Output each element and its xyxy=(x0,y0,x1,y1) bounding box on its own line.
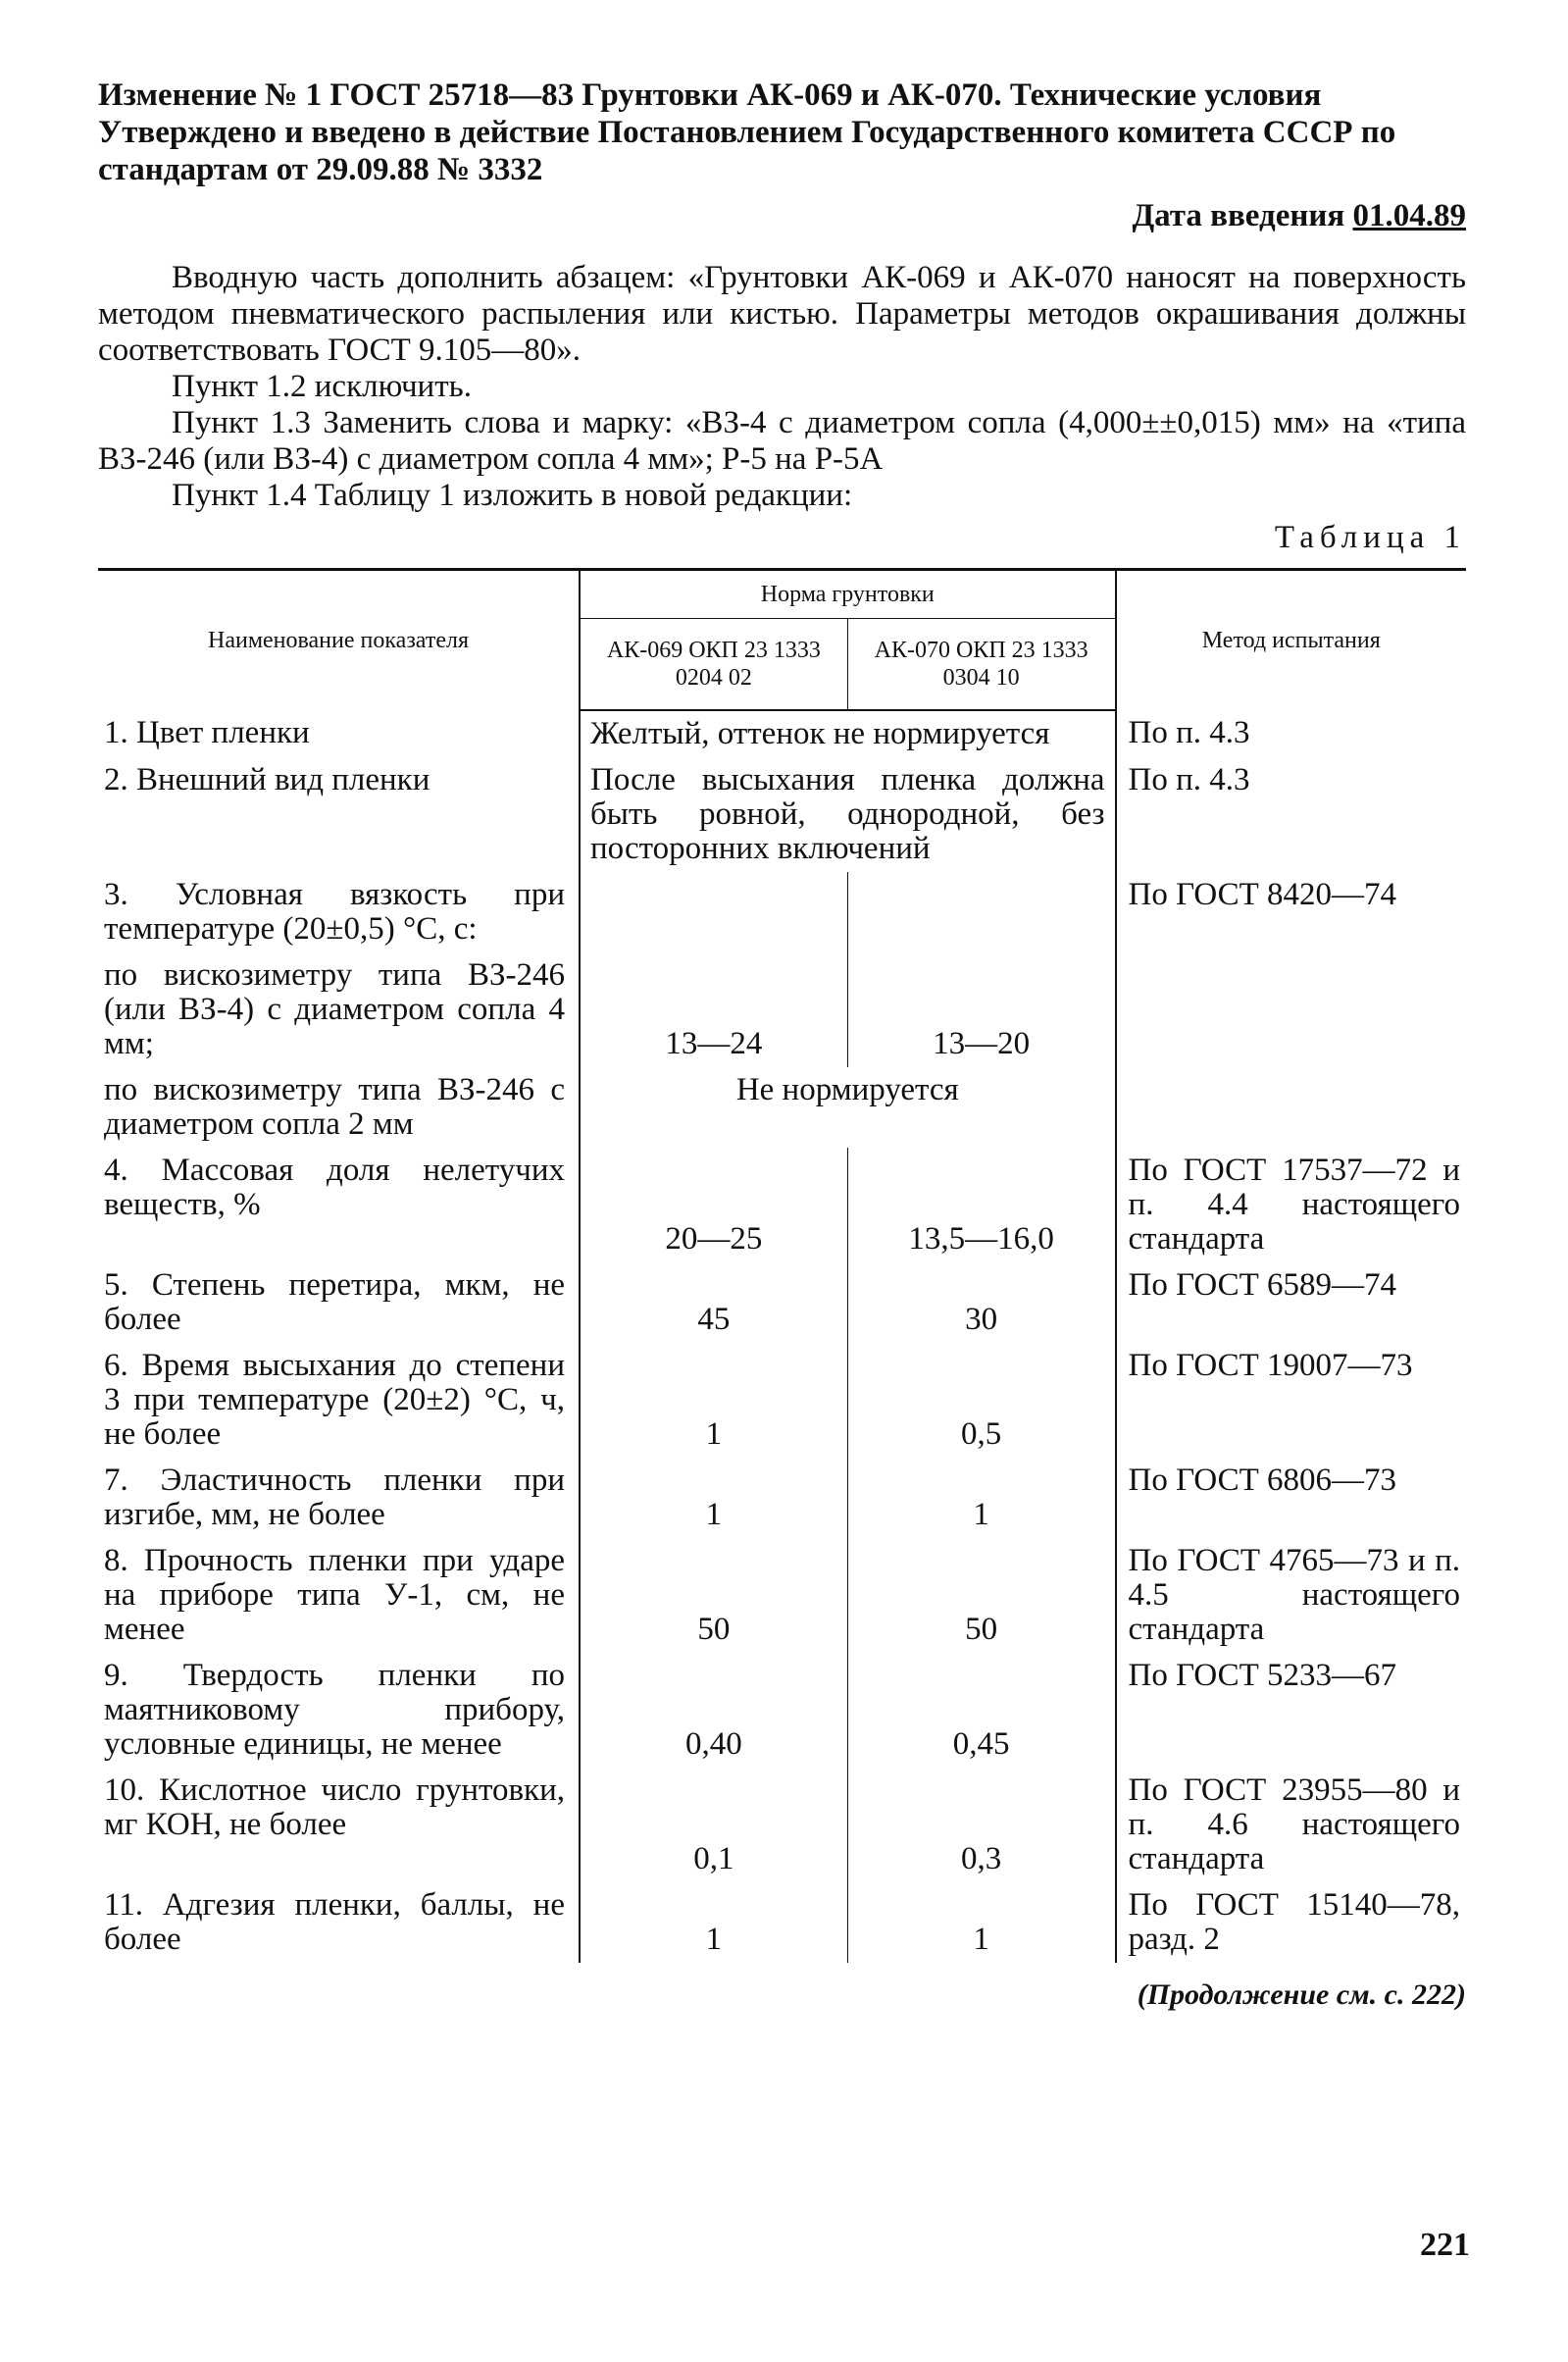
table-row xyxy=(98,1768,1466,1882)
row-name: 9. Твердость пленки по маятниковому прибору, условные единицы, не менее xyxy=(104,1658,565,1762)
effective-date-value: 01.04.89 xyxy=(1352,198,1466,233)
table-row xyxy=(98,1882,1466,1963)
amendment-title: Изменение № 1 ГОСТ 25718—83 Грунтовки АК-069 и АК-070. Технические условия xyxy=(98,77,1322,113)
intro-paragraph-3: Пункт 1.3 Заменить слова и марку: «ВЗ-4 с диаметром сопла (4,000±±0,015) мм» на «типа ВЗ-246 (или ВЗ-4) с диаметром сопла 4 мм»; Р-5 на Р-5А xyxy=(98,405,1466,477)
row-name: 2. Внешний вид пленки xyxy=(104,762,430,797)
row-name: 10. Кислотное число грунтовки, мг КОН, не более xyxy=(104,1772,565,1842)
effective-date xyxy=(98,198,1466,234)
table-row xyxy=(98,1458,1466,1538)
row-name: 11. Адгезия пленки, баллы, не более xyxy=(104,1887,565,1957)
intro-paragraph-1: Вводную часть дополнить абзацем: «Грунтовки АК-069 и АК-070 наносят на поверхность методом пневматического распыления или кистью. Параметры методов окрашивания должны соответствовать ГОСТ 9.105—80». xyxy=(98,260,1466,368)
row-method: По ГОСТ 17537—72 и п. 4.4 настоящего стандарта xyxy=(1116,1148,1466,1262)
row-method: По ГОСТ 4765—73 и п. 4.5 настоящего стандарта xyxy=(1116,1538,1466,1653)
approval-statement: Утверждено и введено в действие Постановлением Государственного комитета СССР по стандартам от 29.09.88 № 3332 xyxy=(98,115,1396,187)
table-row xyxy=(98,1538,1466,1653)
row-name: 6. Время высыхания до степени 3 при температуре (20±2) °С, ч, не более xyxy=(104,1348,565,1452)
page-number: 221 xyxy=(1420,2227,1470,2263)
table-row xyxy=(98,1262,1466,1343)
row-value-ak069: 1 xyxy=(580,1343,847,1458)
row-name: 1. Цвет пленки xyxy=(104,715,310,750)
effective-date-label: Дата введения xyxy=(1132,198,1345,233)
row-value-ak070: 13,5—16,0 xyxy=(847,1148,1115,1262)
table-row xyxy=(98,1343,1466,1458)
col-header-name: Наименование показателя xyxy=(208,628,469,653)
row-merged-value: Не нормируется xyxy=(580,1067,1116,1148)
table-row xyxy=(98,952,1466,1067)
table-row xyxy=(98,1148,1466,1262)
row-value-ak069: 0,40 xyxy=(580,1653,847,1768)
col-header-ak069: АК-069 ОКП 23 1333 0204 02 xyxy=(580,619,847,711)
row-value-ak069: 1 xyxy=(580,1882,847,1963)
col-header-ak070: АК-070 ОКП 23 1333 0304 10 xyxy=(847,619,1115,711)
row-value-ak069: 45 xyxy=(580,1262,847,1343)
continuation-note: (Продолжение см. с. 222) xyxy=(1137,1978,1466,2011)
intro-section xyxy=(98,260,1466,514)
row-method: По ГОСТ 15140—78, разд. 2 xyxy=(1116,1882,1466,1963)
row-value-ak069: 13—24 xyxy=(580,952,847,1067)
row-value-ak069: 0,1 xyxy=(580,1768,847,1882)
row-method: По п. 4.3 xyxy=(1116,757,1466,872)
table-row xyxy=(98,1653,1466,1768)
col-header-method: Метод испытания xyxy=(1116,570,1466,711)
row-value-ak070: 0,5 xyxy=(847,1343,1115,1458)
row-value-ak069: 20—25 xyxy=(580,1148,847,1262)
document-page xyxy=(98,77,1466,2012)
row-method: По ГОСТ 23955—80 и п. 4.6 настоящего стандарта xyxy=(1116,1768,1466,1882)
row-method: По ГОСТ 6806—73 xyxy=(1116,1458,1466,1538)
col-header-norm: Норма грунтовки xyxy=(580,570,1116,619)
row-name: 5. Степень перетира, мкм, не более xyxy=(104,1267,565,1337)
row-name: по вискозиметру типа ВЗ-246 (или ВЗ-4) с диаметром сопла 4 мм; xyxy=(104,957,565,1061)
row-value-ak069: 50 xyxy=(580,1538,847,1653)
row-value-ak070: 13—20 xyxy=(847,952,1115,1067)
row-method: По ГОСТ 8420—74 xyxy=(1116,872,1466,952)
row-merged-value: После высыхания пленка должна быть ровной, однородной, без посторонних включений xyxy=(580,757,1116,872)
specification-table xyxy=(98,568,1466,1963)
intro-paragraph-4: Пункт 1.4 Таблицу 1 изложить в новой редакции: xyxy=(172,478,853,513)
row-name: 4. Массовая доля нелетучих веществ, % xyxy=(104,1153,565,1222)
row-value-ak069: 1 xyxy=(580,1458,847,1538)
table-row xyxy=(98,757,1466,872)
row-name: 8. Прочность пленки при ударе на приборе типа У-1, см, не менее xyxy=(104,1543,565,1647)
row-value-ak070: 0,3 xyxy=(847,1768,1115,1882)
row-value-ak070: 0,45 xyxy=(847,1653,1115,1768)
table-row xyxy=(98,872,1466,952)
row-value-ak070: 1 xyxy=(847,1882,1115,1963)
row-method: По ГОСТ 19007—73 xyxy=(1116,1343,1466,1458)
row-name: по вискозиметру типа ВЗ-246 с диаметром сопла 2 мм xyxy=(104,1072,565,1142)
document-header xyxy=(98,77,1466,188)
row-name: 7. Эластичность пленки при изгибе, мм, не более xyxy=(104,1463,565,1532)
row-value-ak070: 30 xyxy=(847,1262,1115,1343)
row-merged-value: Желтый, оттенок не нормируется xyxy=(580,710,1116,757)
row-name: 3. Условная вязкость при температуре (20±0,5) °С, с: xyxy=(104,877,565,947)
row-method: По ГОСТ 6589—74 xyxy=(1116,1262,1466,1343)
row-value-ak070: 50 xyxy=(847,1538,1115,1653)
table-caption: Таблица 1 xyxy=(1274,520,1466,555)
row-method: По ГОСТ 5233—67 xyxy=(1116,1653,1466,1768)
row-value-ak070: 1 xyxy=(847,1458,1115,1538)
table-row xyxy=(98,710,1466,757)
intro-paragraph-2: Пункт 1.2 исключить. xyxy=(172,369,472,404)
table-row xyxy=(98,1067,1466,1148)
row-method: По п. 4.3 xyxy=(1116,710,1466,757)
